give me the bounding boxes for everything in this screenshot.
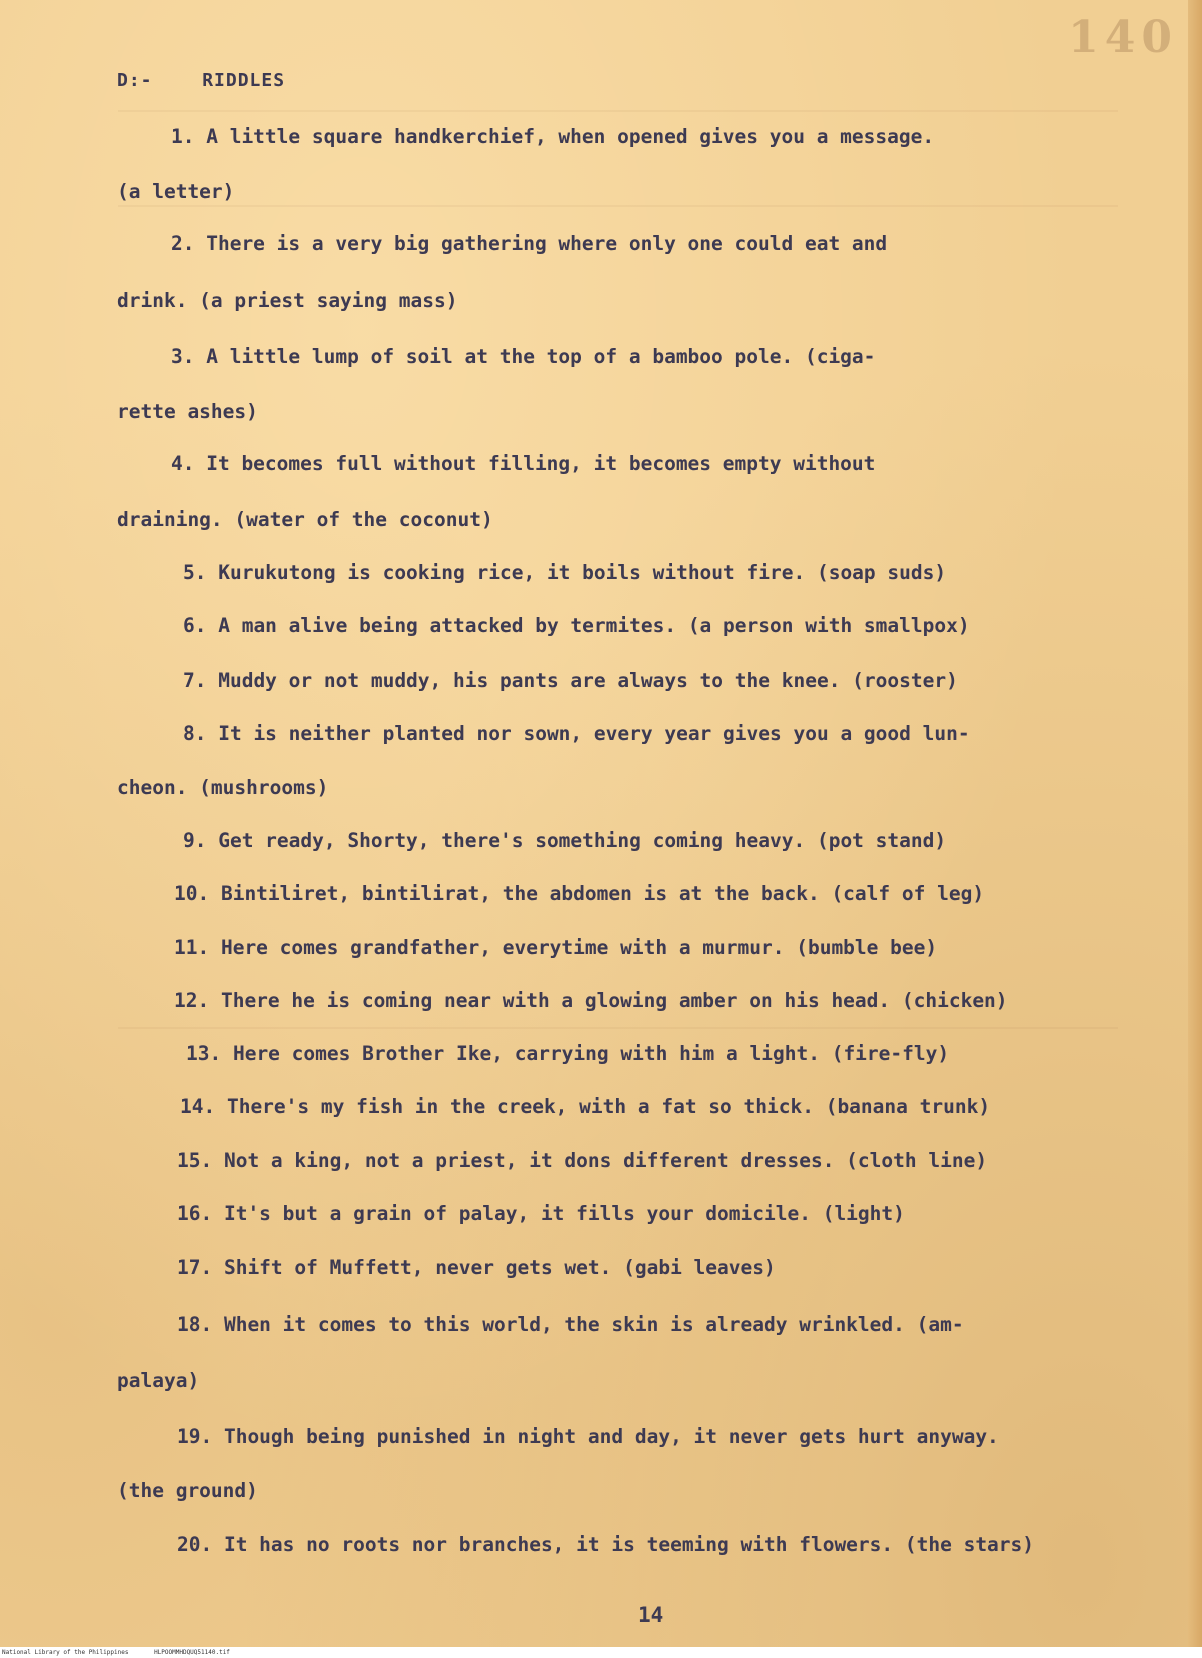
text-line: rette ashes) <box>117 400 258 423</box>
text-line: 9. Get ready, Shorty, there's something coming heavy. (pot stand) <box>183 829 947 852</box>
text-line: 7. Muddy or not muddy, his pants are always to the knee. (rooster) <box>183 669 958 692</box>
folio-number: 140 <box>1068 12 1178 63</box>
show-through-mark <box>118 205 1118 207</box>
footer-library: National Library of the Philippines <box>2 1649 129 1656</box>
text-line: 14. There's my fish in the creek, with a fat so thick. (banana trunk) <box>180 1095 991 1118</box>
page-number: 14 <box>638 1603 664 1627</box>
section-heading <box>117 70 285 91</box>
show-through-mark <box>118 1027 1118 1029</box>
text-line: 19. Though being punished in night and day, it never gets hurt anyway. <box>177 1425 999 1448</box>
text-line: 5. Kurukutong is cooking rice, it boils without fire. (soap suds) <box>183 561 947 584</box>
text-line: 13. Here comes Brother Ike, carrying with him a light. (fire-fly) <box>186 1042 950 1065</box>
text-line: 10. Bintiliret, bintilirat, the abdomen is at the back. (calf of leg) <box>174 882 985 905</box>
text-line: 12. There he is coming near with a glowing amber on his head. (chicken) <box>174 989 1008 1012</box>
text-line: 6. A man alive being attacked by termites. (a person with smallpox) <box>183 614 970 637</box>
text-line: 4. It becomes full without filling, it becomes empty without <box>171 452 876 475</box>
text-line: draining. (water of the coconut) <box>117 508 493 531</box>
page-edge-shadow <box>1188 0 1202 1647</box>
text-line: palaya) <box>117 1369 200 1392</box>
section-title: RIDDLES <box>202 70 286 91</box>
scan-footer <box>0 1647 1202 1658</box>
text-line: (a letter) <box>117 180 235 203</box>
text-line: 3. A little lump of soil at the top of a bamboo pole. (ciga- <box>171 345 876 368</box>
text-line: 16. It's but a grain of palay, it fills your domicile. (light) <box>177 1202 905 1225</box>
text-line: 2. There is a very big gathering where only one could eat and <box>171 232 888 255</box>
text-line: 18. When it comes to this world, the skin is already wrinkled. (am- <box>177 1313 964 1336</box>
text-line: cheon. (mushrooms) <box>117 776 329 799</box>
section-label: D:- <box>117 70 153 91</box>
text-line: 1. A little square handkerchief, when opened gives you a message. <box>171 125 935 148</box>
show-through-mark <box>118 110 1118 112</box>
text-line: 11. Here comes grandfather, everytime with a murmur. (bumble bee) <box>174 936 938 959</box>
text-line: (the ground) <box>117 1479 258 1502</box>
footer-file-id: HLPOOMMHDQUQ51140.tif <box>154 1649 230 1656</box>
text-line: drink. (a priest saying mass) <box>117 289 458 312</box>
text-line: 20. It has no roots nor branches, it is teeming with flowers. (the stars) <box>177 1533 1035 1556</box>
text-line: 17. Shift of Muffett, never gets wet. (gabi leaves) <box>177 1256 776 1279</box>
text-line: 15. Not a king, not a priest, it dons different dresses. (cloth line) <box>177 1149 988 1172</box>
text-line: 8. It is neither planted nor sown, every year gives you a good lun- <box>183 722 970 745</box>
